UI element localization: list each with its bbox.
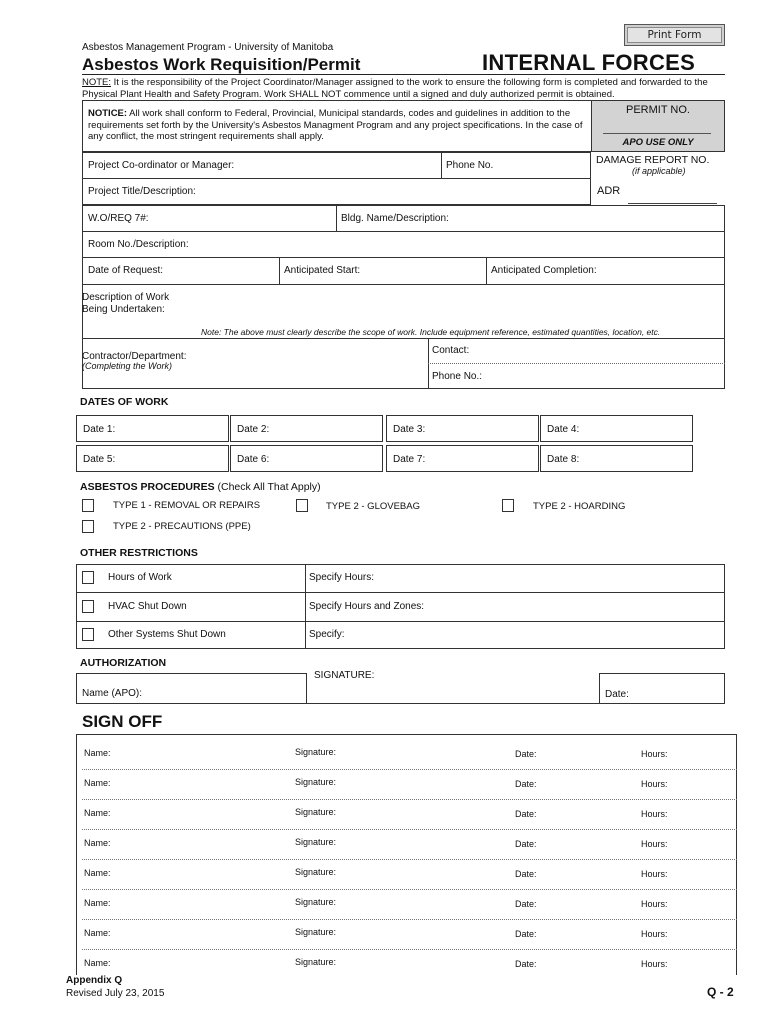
- signoff-hours-label: Hours:: [641, 749, 668, 759]
- page-code: Q - 2: [707, 985, 734, 999]
- dates-of-work-heading: DATES OF WORK: [80, 396, 169, 408]
- date-divider-1: [279, 257, 280, 285]
- other-systems-label: Other Systems Shut Down: [108, 629, 226, 640]
- description-note: Note: The above must clearly describe the scope of work. Include equipment reference, estimated quantities, location, etc.: [201, 327, 661, 337]
- anticipated-start-label: Anticipated Start:: [284, 265, 361, 276]
- project-title-label: Project Title/Description:: [88, 186, 196, 197]
- signoff-hours-label: Hours:: [641, 959, 668, 969]
- signoff-hours-label: Hours:: [641, 779, 668, 789]
- procedures-heading-suffix: (Check All That Apply): [217, 481, 321, 493]
- signoff-name-label: Name:: [84, 838, 111, 848]
- signoff-date-label: Date:: [515, 809, 537, 819]
- sign-off-heading: SIGN OFF: [82, 712, 163, 731]
- revised-date: Revised July 23, 2015: [66, 988, 165, 999]
- name-apo-label: Name (APO):: [82, 688, 143, 699]
- date-7-field[interactable]: [386, 445, 539, 472]
- signoff-signature-label: Signature:: [295, 837, 337, 847]
- appendix-label: Appendix Q: [66, 975, 123, 986]
- permit-number-label: PERMIT NO.: [626, 104, 690, 116]
- type1-removal-label: TYPE 1 - REMOVAL OR REPAIRS: [113, 500, 261, 511]
- apo-use-only-label: APO USE ONLY: [622, 137, 694, 148]
- coordinator-label: Project Co-ordinator or Manager:: [88, 160, 235, 171]
- date-8-label: Date 8:: [547, 454, 580, 465]
- sign-off-row[interactable]: [82, 800, 737, 830]
- other-restrictions-heading: OTHER RESTRICTIONS: [80, 547, 198, 559]
- date-request-label: Date of Request:: [88, 265, 164, 276]
- date-7-label: Date 7:: [393, 454, 426, 465]
- signature-line[interactable]: [307, 703, 599, 704]
- date-5-field[interactable]: [76, 445, 229, 472]
- signature-label: SIGNATURE:: [314, 670, 375, 681]
- signoff-name-label: Name:: [84, 868, 111, 878]
- date-1-field[interactable]: [76, 415, 229, 442]
- signoff-hours-label: Hours:: [641, 899, 668, 909]
- date-3-field[interactable]: [386, 415, 539, 442]
- print-form-button[interactable]: [624, 24, 725, 46]
- completing-work-label: (Completing the Work): [82, 361, 173, 371]
- signoff-date-label: Date:: [515, 959, 537, 969]
- signoff-name-label: Name:: [84, 928, 111, 938]
- permit-number-line: [603, 133, 711, 134]
- contractor-label: Contractor/Department:: [82, 351, 187, 362]
- type1-removal-checkbox[interactable]: [82, 499, 94, 512]
- signoff-signature-label: Signature:: [295, 867, 337, 877]
- print-form-label: Print Form: [627, 27, 722, 43]
- form-title: Asbestos Work Requisition/Permit: [82, 55, 361, 74]
- phone-label: Phone No.: [446, 160, 494, 171]
- signoff-name-label: Name:: [84, 748, 111, 758]
- anticipated-completion-label: Anticipated Completion:: [491, 265, 597, 276]
- date-4-field[interactable]: [540, 415, 693, 442]
- signoff-signature-label: Signature:: [295, 927, 337, 937]
- internal-forces-title: INTERNAL FORCES: [482, 50, 696, 75]
- note-body: It is the responsibility of the Project Coordinator/Manager assigned to the work to ensure the following form is completed and forwarded to the Physical Plant Health and Safety Program. Work SHALL NOT commence until a signed and duly authorized permit is obtained.: [82, 77, 708, 100]
- hours-of-work-label: Hours of Work: [108, 572, 172, 583]
- date-4-label: Date 4:: [547, 424, 580, 435]
- hours-of-work-checkbox[interactable]: [82, 571, 94, 584]
- date-8-field[interactable]: [540, 445, 693, 472]
- signoff-date-label: Date:: [515, 839, 537, 849]
- date-5-label: Date 5:: [83, 454, 116, 465]
- phone2-label: Phone No.:: [432, 371, 483, 382]
- hvac-shutdown-checkbox[interactable]: [82, 600, 94, 613]
- sign-off-row[interactable]: [82, 740, 737, 770]
- signoff-date-label: Date:: [515, 899, 537, 909]
- adr-line[interactable]: [628, 203, 717, 204]
- signoff-signature-label: Signature:: [295, 777, 337, 787]
- type2-precautions-label: TYPE 2 - PRECAUTIONS (PPE): [113, 521, 251, 532]
- specify-hours-label: Specify Hours:: [309, 572, 375, 583]
- sign-off-row[interactable]: [82, 890, 737, 920]
- signoff-date-label: Date:: [515, 749, 537, 759]
- sign-off-row[interactable]: [82, 860, 737, 890]
- damage-report-label: DAMAGE REPORT NO.: [596, 154, 710, 166]
- hvac-shutdown-label: HVAC Shut Down: [108, 601, 187, 612]
- room-label: Room No./Description:: [88, 239, 189, 250]
- type2-precautions-checkbox[interactable]: [82, 520, 94, 533]
- if-applicable-label: (if applicable): [632, 166, 686, 176]
- responsibility-note: [82, 77, 727, 100]
- signoff-date-label: Date:: [515, 779, 537, 789]
- signoff-hours-label: Hours:: [641, 839, 668, 849]
- signoff-name-label: Name:: [84, 808, 111, 818]
- type2-glovebag-label: TYPE 2 - GLOVEBAG: [326, 501, 420, 512]
- signoff-signature-label: Signature:: [295, 747, 337, 757]
- procedures-heading: [80, 481, 321, 493]
- specify-hours-zones-label: Specify Hours and Zones:: [309, 601, 425, 612]
- auth-date-label: Date:: [605, 689, 629, 700]
- signoff-hours-label: Hours:: [641, 809, 668, 819]
- specify-label: Specify:: [309, 629, 345, 640]
- sign-off-row[interactable]: [82, 920, 737, 950]
- authorization-heading: AUTHORIZATION: [80, 657, 167, 669]
- type2-glovebag-checkbox[interactable]: [296, 499, 308, 512]
- contact-label: Contact:: [432, 345, 470, 356]
- description-label-2: Being Undertaken:: [82, 304, 165, 315]
- bldg-label: Bldg. Name/Description:: [341, 213, 449, 224]
- notice-prefix: NOTICE:: [88, 108, 128, 119]
- notice-body: All work shall conform to Federal, Provincial, Municipal standards, codes and guidelines in addition to the requirements set forth by the University's Asbestos Managment Program and any project specifications. In the case of any conflict, the most stringent requirements shall apply.: [88, 108, 583, 142]
- description-label-1: Description of Work: [82, 292, 170, 303]
- signoff-signature-label: Signature:: [295, 897, 337, 907]
- signoff-name-label: Name:: [84, 778, 111, 788]
- wo-divider: [336, 205, 337, 232]
- date-6-field[interactable]: [230, 445, 383, 472]
- sign-off-row[interactable]: [82, 830, 737, 860]
- signoff-hours-label: Hours:: [641, 869, 668, 879]
- contact-divider: [428, 363, 725, 364]
- date-2-field[interactable]: [230, 415, 383, 442]
- signoff-hours-label: Hours:: [641, 929, 668, 939]
- date-divider-2: [486, 257, 487, 285]
- date-3-label: Date 3:: [393, 424, 426, 435]
- notice-text: [88, 108, 588, 143]
- dates-request-row[interactable]: [82, 257, 725, 285]
- adr-label: ADR: [597, 185, 621, 197]
- signoff-date-label: Date:: [515, 869, 537, 879]
- note-prefix: NOTE:: [82, 77, 112, 88]
- sign-off-row[interactable]: [82, 770, 737, 800]
- date-2-label: Date 2:: [237, 424, 270, 435]
- signoff-name-label: Name:: [84, 898, 111, 908]
- wo-req-label: W.O/REQ 7#:: [88, 213, 149, 224]
- signoff-signature-label: Signature:: [295, 957, 337, 967]
- sign-off-row[interactable]: [82, 950, 737, 980]
- restrictions-row-line-1: [76, 592, 725, 593]
- other-systems-checkbox[interactable]: [82, 628, 94, 641]
- signoff-signature-label: Signature:: [295, 807, 337, 817]
- restrictions-divider: [305, 564, 306, 649]
- title-divider: [82, 74, 725, 75]
- date-6-label: Date 6:: [237, 454, 270, 465]
- type2-hoarding-checkbox[interactable]: [502, 499, 514, 512]
- signoff-name-label: Name:: [84, 958, 111, 968]
- program-name: Asbestos Management Program - University of Manitoba: [82, 42, 334, 53]
- type2-hoarding-label: TYPE 2 - HOARDING: [533, 501, 626, 512]
- signoff-date-label: Date:: [515, 929, 537, 939]
- date-1-label: Date 1:: [83, 424, 116, 435]
- procedures-heading-text: ASBESTOS PROCEDURES: [80, 481, 215, 493]
- restrictions-row-line-2: [76, 621, 725, 622]
